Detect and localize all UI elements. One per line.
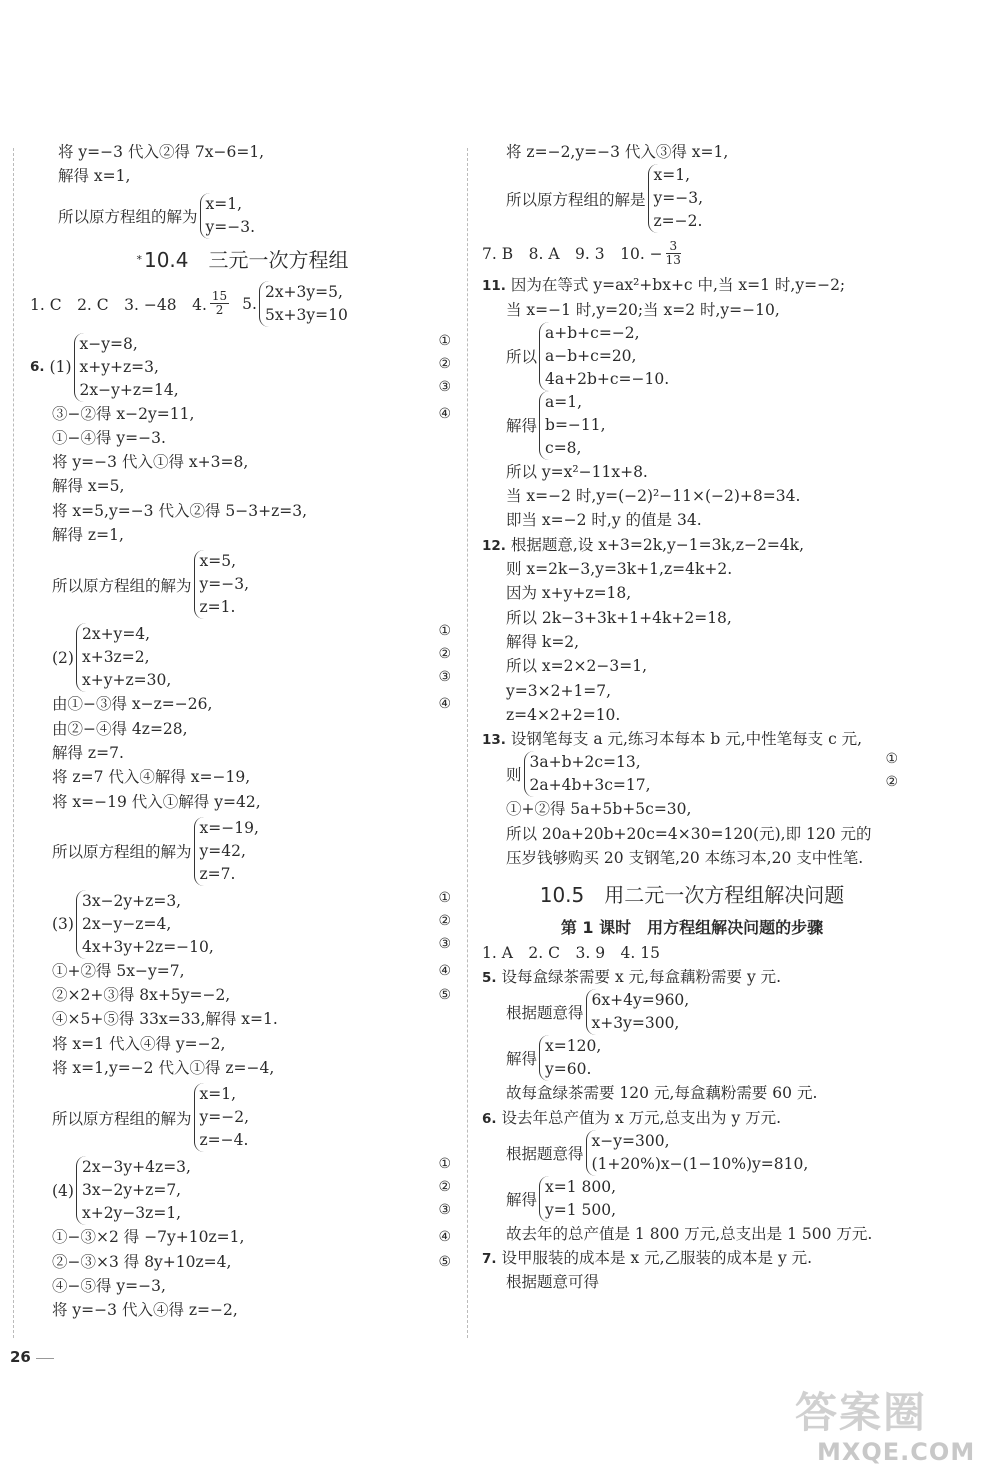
part-tag: (3) (52, 915, 74, 934)
text-line: 将 z=7 代入④解得 x=−19, (52, 768, 251, 787)
brace-system (586, 989, 690, 1035)
watermark (795, 1380, 995, 1470)
solution-prefix: 解得 (506, 417, 538, 436)
equation: 2a+4b+3c=17, (529, 776, 651, 795)
text-line: 当 x=−1 时,y=20;当 x=2 时,y=−10, (506, 300, 780, 319)
text-line: 将 y=−3 代入④得 z=−2, (52, 1301, 238, 1320)
brace-system (524, 751, 651, 797)
text-line: ①−③×2 得 −7y+10z=1, ④ (30, 1225, 455, 1249)
equation: x−y=8, (79, 334, 138, 353)
equation: 6x+4y=960, (591, 991, 690, 1010)
equation-marker: ④ (438, 696, 451, 713)
text-line: 因为 x+y+z=18, (506, 584, 632, 603)
text-line: 压岁钱够购买 20 支钢笔,20 本练习本,20 支中性笔. (506, 849, 864, 868)
fraction (210, 290, 229, 317)
equation-marker: ② (885, 774, 898, 791)
equation: x+3z=2, (81, 648, 150, 667)
text-line: 由②−④得 4z=28, (52, 719, 188, 738)
fraction-denominator: 2 (215, 303, 224, 318)
solution-prefix: 所以原方程组的解为 (58, 207, 198, 226)
q6-part1-system (30, 333, 455, 402)
text-line: ④−⑤得 y=−3, (52, 1276, 166, 1295)
question-label: 5. (482, 969, 497, 986)
brace-system (194, 550, 250, 619)
equation: x=120, (545, 1037, 602, 1056)
left-margin-divider (13, 148, 14, 1338)
equation: x−y=300, (591, 1131, 670, 1150)
solution-block (482, 1176, 902, 1222)
page-number: 26 (10, 1348, 31, 1366)
equation-marker: ③ (438, 935, 451, 952)
text-line: z=4×2+2=10. (506, 705, 621, 724)
solution-block (30, 1083, 455, 1152)
equation-marker: ④ (438, 405, 451, 422)
brace-system (74, 333, 179, 402)
equation: y=1 500, (545, 1200, 617, 1219)
equation: x+2y−3z=1, (81, 1204, 182, 1223)
question-label: 11. (482, 278, 506, 295)
text-line: 则 x=2k−3,y=3k+1,z=4k+2. (506, 560, 733, 579)
solution-prefix: 解得 (506, 1050, 538, 1069)
equation: y=−3, (653, 189, 704, 208)
brace-system (76, 623, 171, 692)
system-prefix: 所以 (506, 348, 538, 367)
text-line: 5. 设每盒绿茶需要 x 元,每盒藕粉需要 y 元. (482, 967, 782, 986)
equation: z=−4. (199, 1131, 249, 1150)
equation-marker: ③ (438, 378, 451, 395)
equation-marker: ② (438, 355, 451, 372)
brace-system (586, 1130, 809, 1176)
equation: 2x−3y+4z=3, (81, 1158, 191, 1177)
equation-marker: ① (885, 751, 898, 768)
equation: 3x−2y+z=3, (81, 891, 182, 910)
q6-part2-system (30, 623, 455, 692)
text-line: 13. 设钢笔每支 a 元,练习本每本 b 元,中性笔每支 c 元, (482, 730, 863, 749)
fraction-numerator: 15 (211, 289, 228, 304)
text-line: ①+②得 5x−y=7, ④ (30, 959, 455, 983)
equation-marker: ④ (438, 1229, 451, 1246)
solution-block (30, 193, 455, 239)
fraction (666, 240, 681, 267)
equation-system (482, 989, 902, 1035)
equation: z=1. (199, 598, 236, 617)
equation: c=8, (545, 438, 582, 457)
text-line: 即当 x=−2 时,y 的值是 34. (506, 511, 702, 530)
equation-marker: ③ (438, 1202, 451, 1219)
section-title: 10.5 用二元一次方程组解决问题 (539, 883, 845, 908)
equation: 3a+b+2c=13, (529, 753, 641, 772)
text-line: 将 x=1 代入④得 y=−2, (52, 1034, 226, 1053)
equation: y=−3. (205, 217, 256, 236)
brace-system (194, 1083, 250, 1152)
question-label: 12. (482, 537, 506, 554)
column-divider (467, 148, 468, 1338)
equation-marker: ② (438, 912, 451, 929)
optional-star: * (136, 252, 142, 266)
equation-marker: ⑤ (438, 1253, 451, 1270)
answer-line-1-5 (30, 281, 455, 327)
page-number-rule (36, 1358, 54, 1359)
solution-block (482, 164, 902, 233)
text-line: 解得 z=7. (52, 743, 124, 762)
equation: 4a+2b+c=−10. (545, 369, 670, 388)
fraction-denominator: 13 (665, 252, 681, 267)
text-line: ②×2+③得 8x+5y=−2, ⑤ (30, 983, 455, 1007)
brace-system (648, 164, 704, 233)
solution-block (30, 550, 455, 619)
text-line: 所以 y=x²−11x+8. (506, 462, 648, 481)
equation-marker: ① (438, 623, 451, 640)
equation: x=1, (205, 194, 243, 213)
question-label: 7. (482, 1251, 497, 1268)
text-line: 将 z=−2,y=−3 代入③得 x=1, (506, 143, 729, 161)
fraction-numerator: 3 (666, 240, 681, 254)
system-prefix: 根据题意得 (506, 1004, 584, 1023)
equation: x=1 800, (545, 1177, 617, 1196)
question-label: 6. (30, 359, 45, 376)
equation-marker: ① (438, 1156, 451, 1173)
equation: x=1, (199, 1085, 237, 1104)
equation: a+b+c=−2, (545, 323, 640, 342)
equation: 4x+3y+2z=−10, (81, 937, 214, 956)
equation-marker: ② (438, 1179, 451, 1196)
brace-system (539, 1035, 601, 1081)
text-line: ②−③×3 得 8y+10z=4, ⑤ (30, 1250, 455, 1274)
equation: x=1, (653, 166, 691, 185)
text-line: ④×5+⑤得 33x=33,解得 x=1. (52, 1010, 278, 1029)
watermark-logo: 答案圈 (795, 1388, 928, 1437)
text-line: 所以 2k−3+3k+1+4k+2=18, (506, 608, 732, 627)
answer-line-7-10 (482, 233, 902, 273)
right-column (482, 140, 902, 1295)
text-line: 解得 k=2, (506, 632, 580, 651)
question-label: 13. (482, 732, 506, 749)
text-line: 由①−③得 x−z=−26, ④ (30, 692, 455, 716)
text-line: 解得 z=1, (52, 526, 124, 545)
equation: b=−11, (545, 415, 606, 434)
text-line: 将 y=−3 代入②得 7x−6=1, (58, 143, 265, 161)
equation: 3x−2y+z=7, (81, 1181, 182, 1200)
text-line: 将 x=5,y=−3 代入②得 5−3+z=3, (52, 501, 308, 520)
text-line: ①−④得 y=−3. (52, 428, 166, 447)
brace-system (539, 322, 669, 391)
question-label: 5. (242, 294, 257, 313)
left-column (30, 140, 455, 1323)
text-line: 根据题意可得 (506, 1273, 600, 1292)
solution-block (482, 391, 902, 460)
solution-block (30, 817, 455, 886)
section-title (30, 239, 455, 281)
system-prefix: 根据题意得 (506, 1144, 584, 1163)
equation: 2x+y=4, (81, 625, 151, 644)
equation: a−b+c=20, (545, 346, 637, 365)
equation: y=−2, (199, 1108, 250, 1127)
equation: z=−2. (653, 212, 703, 231)
equation-marker: ② (438, 646, 451, 663)
brace-system (539, 1176, 616, 1222)
text-line: 12. 根据题意,设 x+3=2k,y−1=3k,z−2=4k, (482, 535, 804, 554)
equation: x=−19, (199, 818, 259, 837)
text-line: 故去年的总产值是 1 800 万元,总支出是 1 500 万元. (506, 1224, 873, 1243)
equation: y=42, (199, 841, 246, 860)
answers-1-4: 1. A 2. C 3. 9 4. 15 (482, 943, 661, 962)
text-line: 7. 设甲服装的成本是 x 元,乙服装的成本是 y 元. (482, 1249, 813, 1268)
solution-prefix: 解得 (506, 1190, 538, 1209)
question-label: 6. (482, 1110, 497, 1127)
solution-prefix: 所以原方程组的解是 (506, 190, 646, 209)
brace-system (259, 281, 348, 327)
text-line: 故每盒绿茶需要 120 元,每盒藕粉需要 60 元. (506, 1084, 818, 1103)
section-title-text: 10.4 三元一次方程组 (143, 247, 349, 272)
part-tag: (4) (52, 1181, 74, 1200)
text-line: 当 x=−2 时,y=(−2)²−11×(−2)+8=34. (506, 487, 801, 506)
part-tag: (2) (52, 648, 74, 667)
brace-system (76, 1156, 191, 1225)
equation: 2x−y+z=14, (79, 380, 179, 399)
q6-part3-system (30, 890, 455, 959)
equation-marker: ① (438, 889, 451, 906)
brace-system (76, 890, 214, 959)
equation-marker: ④ (438, 962, 451, 979)
text-line: 11. 因为在等式 y=ax²+bx+c 中,当 x=1 时,y=−2; (482, 276, 846, 295)
brace-system (194, 817, 259, 886)
equation-marker: ⑤ (438, 987, 451, 1004)
equation: y=60. (545, 1060, 592, 1079)
equation: x+3y=300, (591, 1014, 680, 1033)
equation: 5x+3y=10 (264, 305, 348, 324)
brace-system (539, 391, 606, 460)
q6-part4-system (30, 1156, 455, 1225)
watermark-url: MXQE.COM (817, 1438, 976, 1466)
text-line: 所以 20a+20b+20c=4×30=120(元),即 120 元的 (506, 824, 872, 843)
solution-prefix: 所以原方程组的解为 (52, 1109, 192, 1128)
equation: x+y+z=30, (81, 671, 172, 690)
text-line: 解得 x=1, (58, 167, 131, 186)
subsection-title: 第 1 课时 用方程组解决问题的步骤 (560, 918, 824, 938)
equation: x+y+z=3, (79, 357, 159, 376)
equation-marker: ① (438, 332, 451, 349)
text-line: 解得 x=5, (52, 477, 125, 496)
answers-1-4: 1. C 2. C 3. −48 4. (30, 295, 207, 314)
part-tag: (1) (49, 358, 72, 377)
text-line: 将 y=−3 代入①得 x+3=8, (52, 453, 249, 472)
equation-system (482, 322, 902, 391)
equation: y=−3, (199, 575, 250, 594)
equation-system (482, 1130, 902, 1176)
equation: a=1, (545, 392, 583, 411)
solution-prefix: 所以原方程组的解为 (52, 843, 192, 862)
text-line: 将 x=1,y=−2 代入①得 z=−4, (52, 1059, 275, 1078)
text-line: 所以 x=2×2−3=1, (506, 657, 647, 676)
equation: z=7. (199, 864, 236, 883)
text-line: 6. 设去年总产值为 x 万元,总支出为 y 万元. (482, 1108, 782, 1127)
answers-7-10: 7. B 8. A 9. 3 10. − (482, 245, 663, 264)
text-line: 将 x=−19 代入①解得 y=42, (52, 792, 261, 811)
equation: x=5, (199, 552, 237, 571)
brace-system (200, 193, 256, 239)
text-line: ③−②得 x−2y=11, ④ (30, 402, 455, 426)
text-line: ①+②得 5a+5b+5c=30, (506, 800, 692, 819)
equation: 2x−y−z=4, (81, 914, 172, 933)
solution-block (482, 1035, 902, 1081)
equation: (1+20%)x−(1−10%)y=810, (591, 1154, 809, 1173)
solution-prefix: 所以原方程组的解为 (52, 576, 192, 595)
equation: 2x+3y=5, (264, 282, 343, 301)
text-line: y=3×2+1=7, (506, 681, 612, 700)
system-prefix: 则 (506, 766, 522, 785)
equation-marker: ③ (438, 669, 451, 686)
equation-system (482, 751, 902, 797)
